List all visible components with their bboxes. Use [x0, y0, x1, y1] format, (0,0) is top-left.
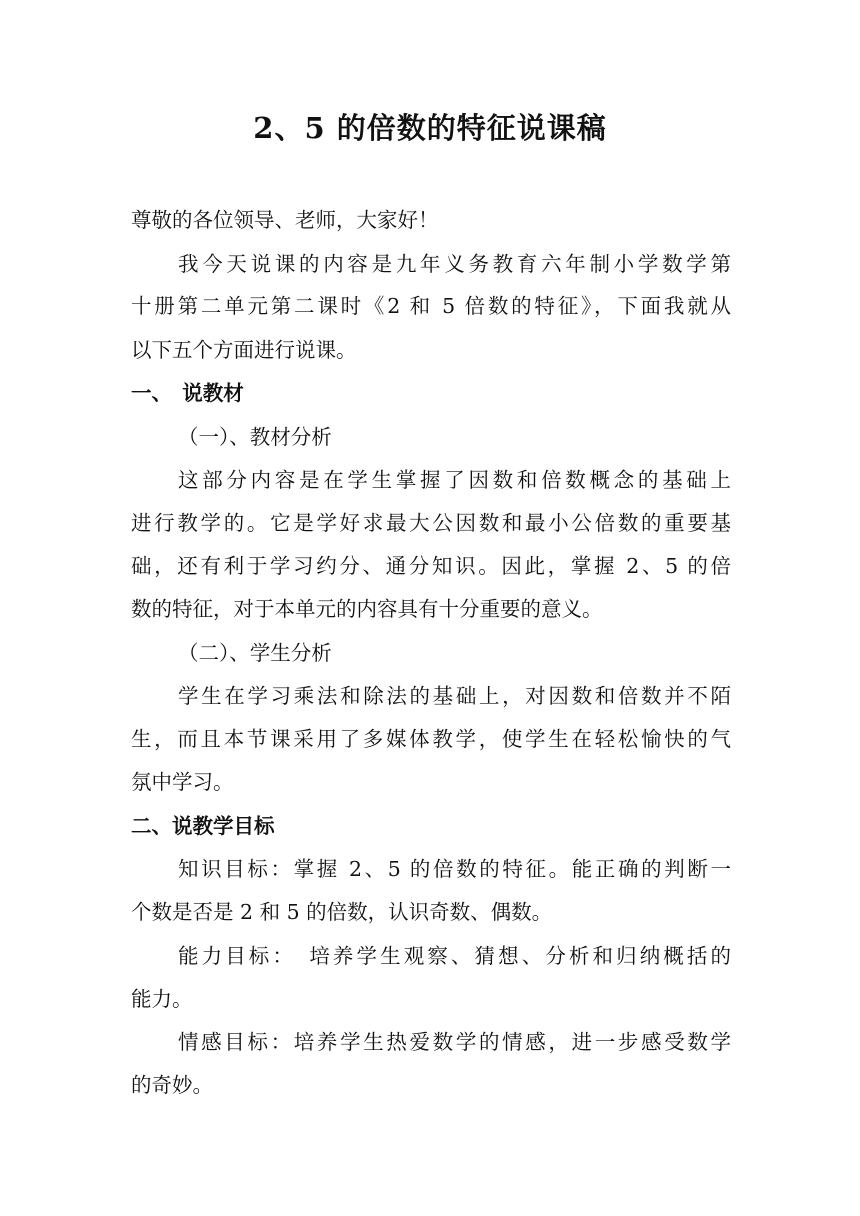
emotion-goal-line-1: 情感目标：培养学生热爱数学的情感，进一步感受数学 — [178, 1030, 731, 1054]
emotion-goal-line-2: 的奇妙。 — [131, 1073, 213, 1097]
student-analysis-line-1: 学生在学习乘法和除法的基础上，对因数和倍数并不陌 — [178, 684, 731, 708]
document-title: 2、5 的倍数的特征说课稿 — [253, 111, 607, 145]
textbook-analysis-line-3: 础，还有利于学习约分、通分知识。因此，掌握 2、5 的倍 — [131, 554, 731, 578]
ability-goal-line-1: 能力目标： 培养学生观察、猜想、分析和归纳概括的 — [178, 944, 731, 968]
textbook-analysis-line-1: 这部分内容是在学生掌握了因数和倍数概念的基础上 — [178, 468, 731, 492]
knowledge-goal-line-2: 个数是否是 2 和 5 的倍数，认识奇数、偶数。 — [131, 900, 553, 924]
student-analysis-line-2: 生，而且本节课采用了多媒体教学，使学生在轻松愉快的气 — [131, 727, 731, 751]
intro-line-2: 十册第二单元第二课时《2 和 5 倍数的特征》，下面我就从 — [131, 294, 731, 318]
textbook-analysis-line-2: 进行教学的。它是学好求最大公因数和最小公倍数的重要基 — [131, 511, 731, 535]
intro-line-3: 以下五个方面进行说课。 — [131, 338, 357, 362]
section2-heading: 二、说教学目标 — [131, 814, 275, 838]
section1-sub2-heading: （二）、学生分析 — [178, 641, 332, 665]
ability-goal-line-2: 能力。 — [131, 987, 193, 1011]
greeting: 尊敬的各位领导、老师，大家好！ — [131, 208, 439, 232]
textbook-analysis-line-4: 数的特征，对于本单元的内容具有十分重要的意义。 — [131, 597, 603, 621]
section1-sub1-heading: （一）、教材分析 — [178, 425, 332, 449]
section1-heading: 一、 说教材 — [131, 381, 244, 405]
knowledge-goal-line-1: 知识目标：掌握 2、5 的倍数的特征。能正确的判断一 — [178, 857, 731, 881]
intro-line-1: 我今天说课的内容是九年义务教育六年制小学数学第 — [178, 252, 731, 276]
student-analysis-line-3: 氛中学习。 — [131, 770, 234, 794]
